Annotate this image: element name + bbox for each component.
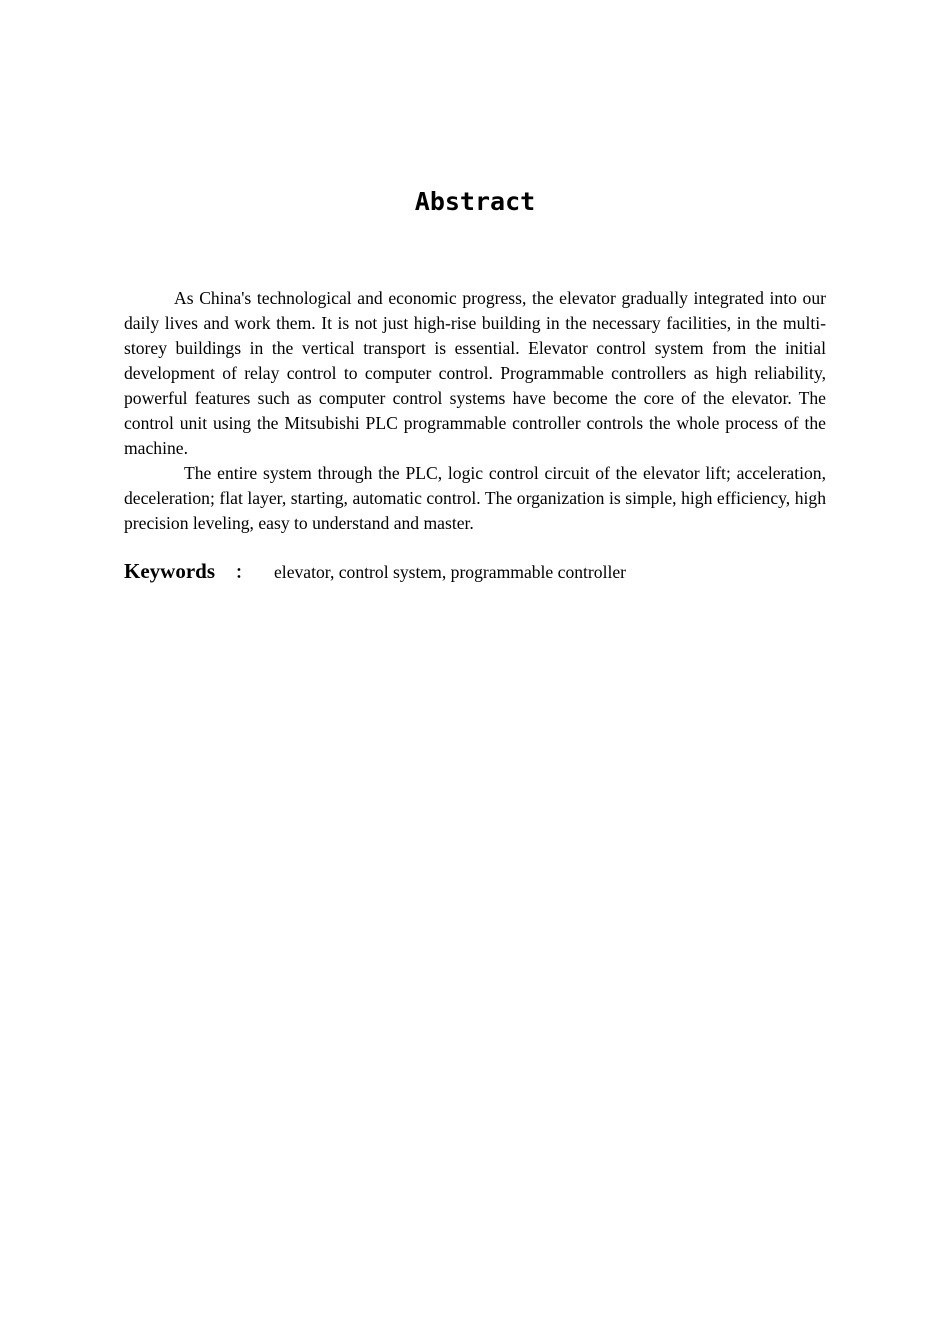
keywords-value: elevator, control system, programmable controller bbox=[274, 562, 627, 582]
keywords-separator: ： bbox=[235, 563, 252, 583]
abstract-title: Abstract bbox=[414, 187, 536, 216]
abstract-body bbox=[124, 286, 826, 536]
keywords-line bbox=[124, 558, 826, 584]
abstract-paragraph-1: As China's technological and economic progress, the elevator gradually integrated into our daily lives and work them. It is not just high-rise building in the necessary facilities, in the multi-storey buildings in the vertical transport is essential. Elevator control system from the initial development of relay control to computer control. Programmable controllers as high reliability, powerful features such as computer control systems have become the core of the elevator. The control unit using the Mitsubishi PLC programmable controller controls the whole process of the machine. bbox=[124, 288, 826, 458]
keywords-label: Keywords bbox=[124, 559, 215, 583]
abstract-paragraph-2: The entire system through the PLC, logic control circuit of the elevator lift; acceleration, deceleration; flat layer, starting, automatic control. The organization is simple, high efficiency, high precision leveling, easy to understand and master. bbox=[124, 463, 826, 533]
